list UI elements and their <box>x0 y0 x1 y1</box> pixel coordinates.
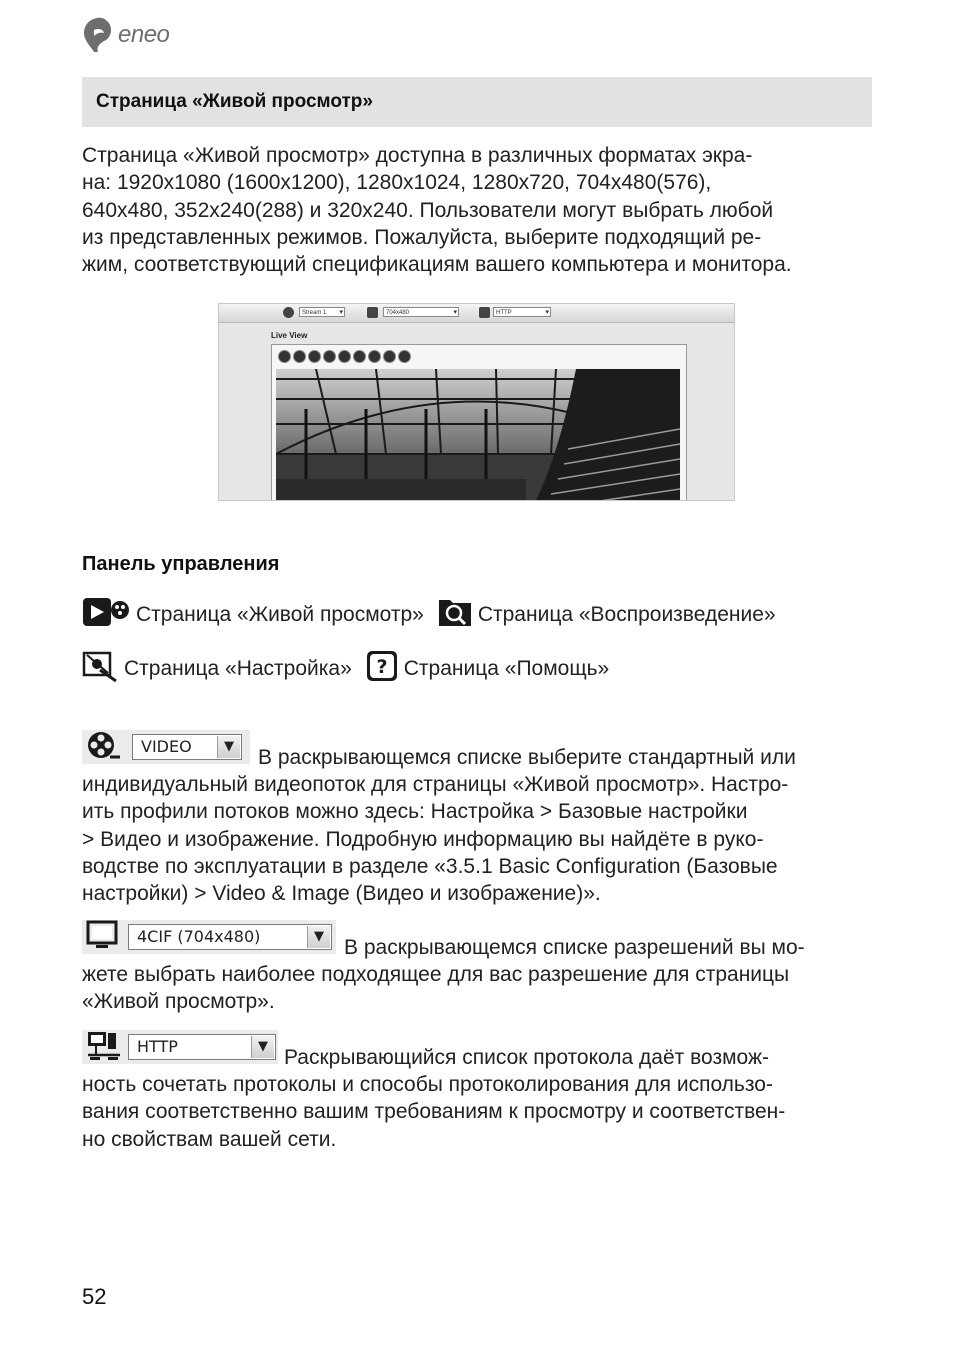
protocol-line: ность сочетать протоколы и способы протоколирования для использо- <box>82 1073 773 1096</box>
brand-logo <box>80 16 169 54</box>
resolution-select[interactable] <box>128 924 332 950</box>
screenshot-live-panel <box>271 344 687 501</box>
svg-text:?: ? <box>376 656 388 678</box>
video-stream-line: водстве по эксплуатации в разделе «3.5.1 Basic Configuration (Базовые <box>82 854 778 878</box>
live-view-label: Страница «Живой просмотр» <box>136 602 424 626</box>
video-stream-value: VIDEO <box>141 737 192 756</box>
intro-paragraph <box>82 142 872 278</box>
protocol-paragraph <box>82 1071 872 1153</box>
video-frame <box>276 369 680 501</box>
setup-icon[interactable] <box>82 650 118 687</box>
audio-icon <box>308 350 321 363</box>
fullscreen-icon <box>383 350 396 363</box>
chevron-down-icon[interactable]: ▼ <box>307 926 330 948</box>
resolution-line: «Живой просмотр». <box>82 990 275 1014</box>
intro-line: жим, соответствующий спецификациям вашего компьютера и монитора. <box>82 253 792 277</box>
intro-line: на: 1920x1080 (1600x1200), 1280x1024, 1280x720, 704x480(576), <box>82 171 712 195</box>
film-reel-icon <box>86 729 120 766</box>
logo-mark-icon <box>80 16 114 54</box>
mute-icon <box>353 350 366 363</box>
chevron-down-icon[interactable]: ▼ <box>217 736 240 758</box>
video-stream-select[interactable] <box>132 734 242 760</box>
control-panel-heading: Панель управления <box>82 553 280 575</box>
logo-text: eneo <box>118 21 170 48</box>
video-stream-line: > Видео и изображение. Подробную информацию вы найдёте в руко- <box>82 827 764 851</box>
screenshot-stream-select: Stream 1 ▾ <box>299 307 345 317</box>
film-reel-icon <box>283 307 294 318</box>
network-icon <box>86 1029 122 1066</box>
control-panel-row-2 <box>82 650 609 687</box>
resolution-line: В раскрывающемся списке разрешений вы мо- <box>344 936 805 959</box>
section-header <box>82 77 872 127</box>
video-stream-line: индивидуальный видеопоток для страницы «Живой просмотр». Настро- <box>82 773 789 796</box>
video-stream-line: настройки) > Video & Image (Видео и изображение)». <box>82 882 601 906</box>
protocol-line: вания соответственно вашим требованиям к просмотру и соответствен- <box>82 1100 786 1124</box>
monitor-icon <box>367 307 378 318</box>
help-icon[interactable] <box>366 650 398 687</box>
zoom-in-icon <box>323 350 336 363</box>
protocol-line: но свойствам вашей сети. <box>82 1127 337 1151</box>
screenshot-protocol-select: HTTP ▾ <box>493 307 551 317</box>
resolution-line: жете выбрать наиболее подходящее для вас разрешение для страницы <box>82 963 790 986</box>
screenshot-toolbar <box>219 304 734 323</box>
snapshot-icon <box>278 350 291 363</box>
playback-label: Страница «Воспроизведение» <box>477 602 776 626</box>
video-stream-line: ить профили потоков можно здесь: Настройка > Базовые настройки <box>82 800 748 824</box>
live-view-screenshot <box>218 303 735 501</box>
setup-label: Страница «Настройка» <box>124 656 352 680</box>
live-view-icon[interactable] <box>82 596 130 633</box>
resolution-value: 4CIF (704x480) <box>137 927 261 946</box>
resolution-widget <box>82 920 336 954</box>
protocol-widget <box>82 1030 278 1064</box>
zoom-out-icon <box>338 350 351 363</box>
monitor-icon <box>86 920 120 955</box>
network-icon <box>479 307 490 318</box>
intro-line: 640x480, 352x240(288) и 320x240. Пользователи могут выбрать любой <box>82 198 774 222</box>
video-scene-image <box>276 369 680 501</box>
resolution-paragraph <box>82 961 872 1016</box>
page-number: 52 <box>82 1284 107 1309</box>
protocol-select[interactable] <box>128 1034 276 1060</box>
section-title: Страница «Живой просмотр» <box>96 91 373 112</box>
chevron-down-icon[interactable]: ▼ <box>251 1036 274 1058</box>
screenshot-panel-title: Live View <box>271 331 308 340</box>
intro-line: из представленных режимов. Пожалуйста, выберите подходящий ре- <box>82 225 762 249</box>
screenshot-resolution-select: 704x480 ▾ <box>383 307 459 317</box>
intro-line: Страница «Живой просмотр» доступна в различных форматах экра- <box>82 144 753 167</box>
video-stream-line: В раскрывающемся списке выберите стандартный или <box>258 746 796 769</box>
talk-icon <box>368 350 381 363</box>
playback-icon[interactable] <box>438 596 472 633</box>
protocol-line: Раскрывающийся список протокола даёт возмож- <box>284 1046 769 1069</box>
video-stream-paragraph <box>82 771 872 907</box>
control-panel-row-1 <box>82 596 776 633</box>
pause-icon <box>398 350 411 363</box>
protocol-value: HTTP <box>137 1037 178 1056</box>
help-label: Страница «Помощь» <box>403 656 610 680</box>
video-stream-widget <box>82 730 250 764</box>
record-icon <box>293 350 306 363</box>
